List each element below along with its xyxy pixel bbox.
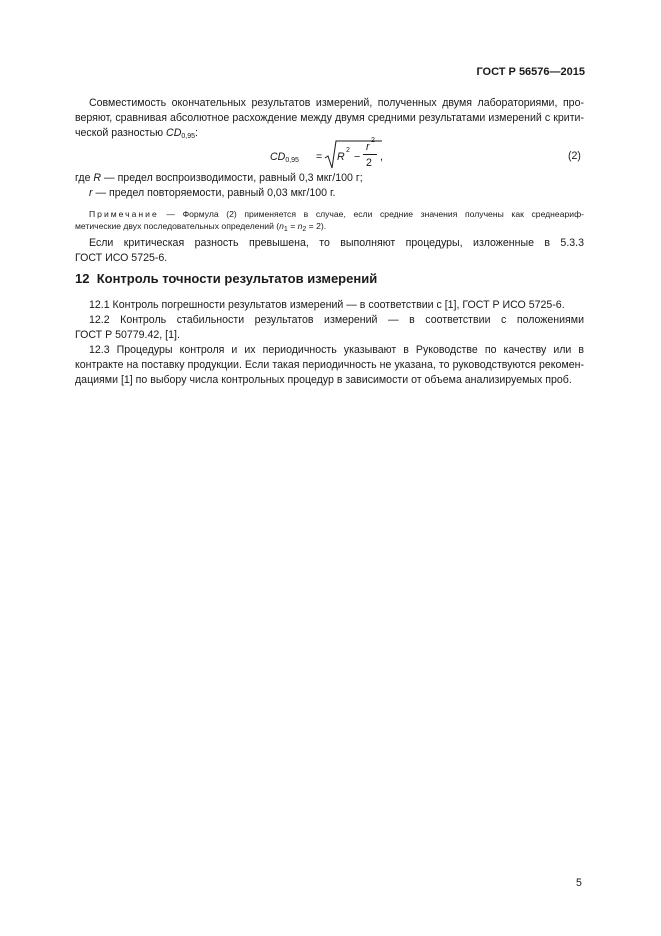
formula-comma: , — [380, 151, 383, 163]
paragraph-line: 12.2 Контроль стабильности результатов измерений — в соответствии с положениями — [89, 314, 584, 326]
paragraph-line: Если критическая разность превышена, то выполняют процедуры, изложенные в 5.3.3 — [89, 237, 584, 249]
paragraph-line: 12.3 Процедуры контроля и их периодичность указывают в Руководстве по качеству или в — [89, 344, 584, 356]
note-line: метические двух последовательных определений $(n_1 = n_2 = 2)$. — [75, 221, 327, 233]
formula-2 — [270, 139, 390, 175]
formula-R-exponent: 2 — [346, 147, 350, 154]
paragraph-line: 12.1 Контроль погрешности результатов измерений — в соответствии с [1], ГОСТ Р ИСО 5725-6. — [89, 299, 565, 311]
paragraph-line: ГОСТ Р 50779.42, [1]. — [75, 329, 180, 341]
formula-denominator: 2 — [366, 157, 372, 169]
note — [75, 208, 584, 232]
where-r: r — предел повторяемости, равный 0,03 мкг/100 г. — [89, 187, 336, 199]
formula-lhs: $CD_{0,95}$ — [270, 151, 299, 164]
where-R: где R — предел воспроизводимости, равный 0,3 мкг/100 г; — [75, 172, 363, 184]
paragraph-line: ГОСТ ИСО 5725-6. — [75, 252, 168, 264]
document-header: ГОСТ Р 56576—2015 — [476, 66, 585, 78]
clause-12-1 — [75, 298, 584, 313]
section-heading: 12 Контроль точности результатов измерений — [75, 271, 378, 286]
formula-equals: = — [316, 151, 323, 163]
formula-r: r — [366, 141, 370, 153]
clause-12-3 — [75, 343, 584, 388]
paragraph-line: дациями [1] по выбору числа контрольных процедур в зависимости от объема анализируемых проб. — [75, 374, 572, 386]
paragraph-compatibility — [75, 96, 584, 141]
clause-12-2 — [75, 313, 584, 343]
paragraph-line: ческой разностью $CD_{0,95}$: — [75, 127, 198, 140]
paragraph-line: Совместимость окончательных результатов измерений, полученных двумя лабораториями, про- — [89, 97, 584, 109]
paragraph-line: веряют, сравнивая абсолютное расхождение между двумя средними результатами измерений с крити- — [75, 112, 584, 124]
formula-number: (2) — [568, 150, 581, 162]
formula-r-exponent: 2 — [371, 137, 375, 144]
note-line: Примечание — Формула (2) применяется в случае, если средние значения получены как среднеариф- — [89, 209, 584, 219]
formula-minus: − — [354, 151, 361, 163]
paragraph-exceeded — [75, 236, 584, 266]
page-number: 5 — [576, 877, 582, 889]
formula-R: R — [337, 151, 345, 163]
note-label: Примечание — [89, 209, 159, 219]
paragraph-line: контракте на поставку продукции. Если такая периодичность не указана, то руководствуются рекомен- — [75, 359, 584, 371]
fraction-bar — [363, 154, 377, 155]
